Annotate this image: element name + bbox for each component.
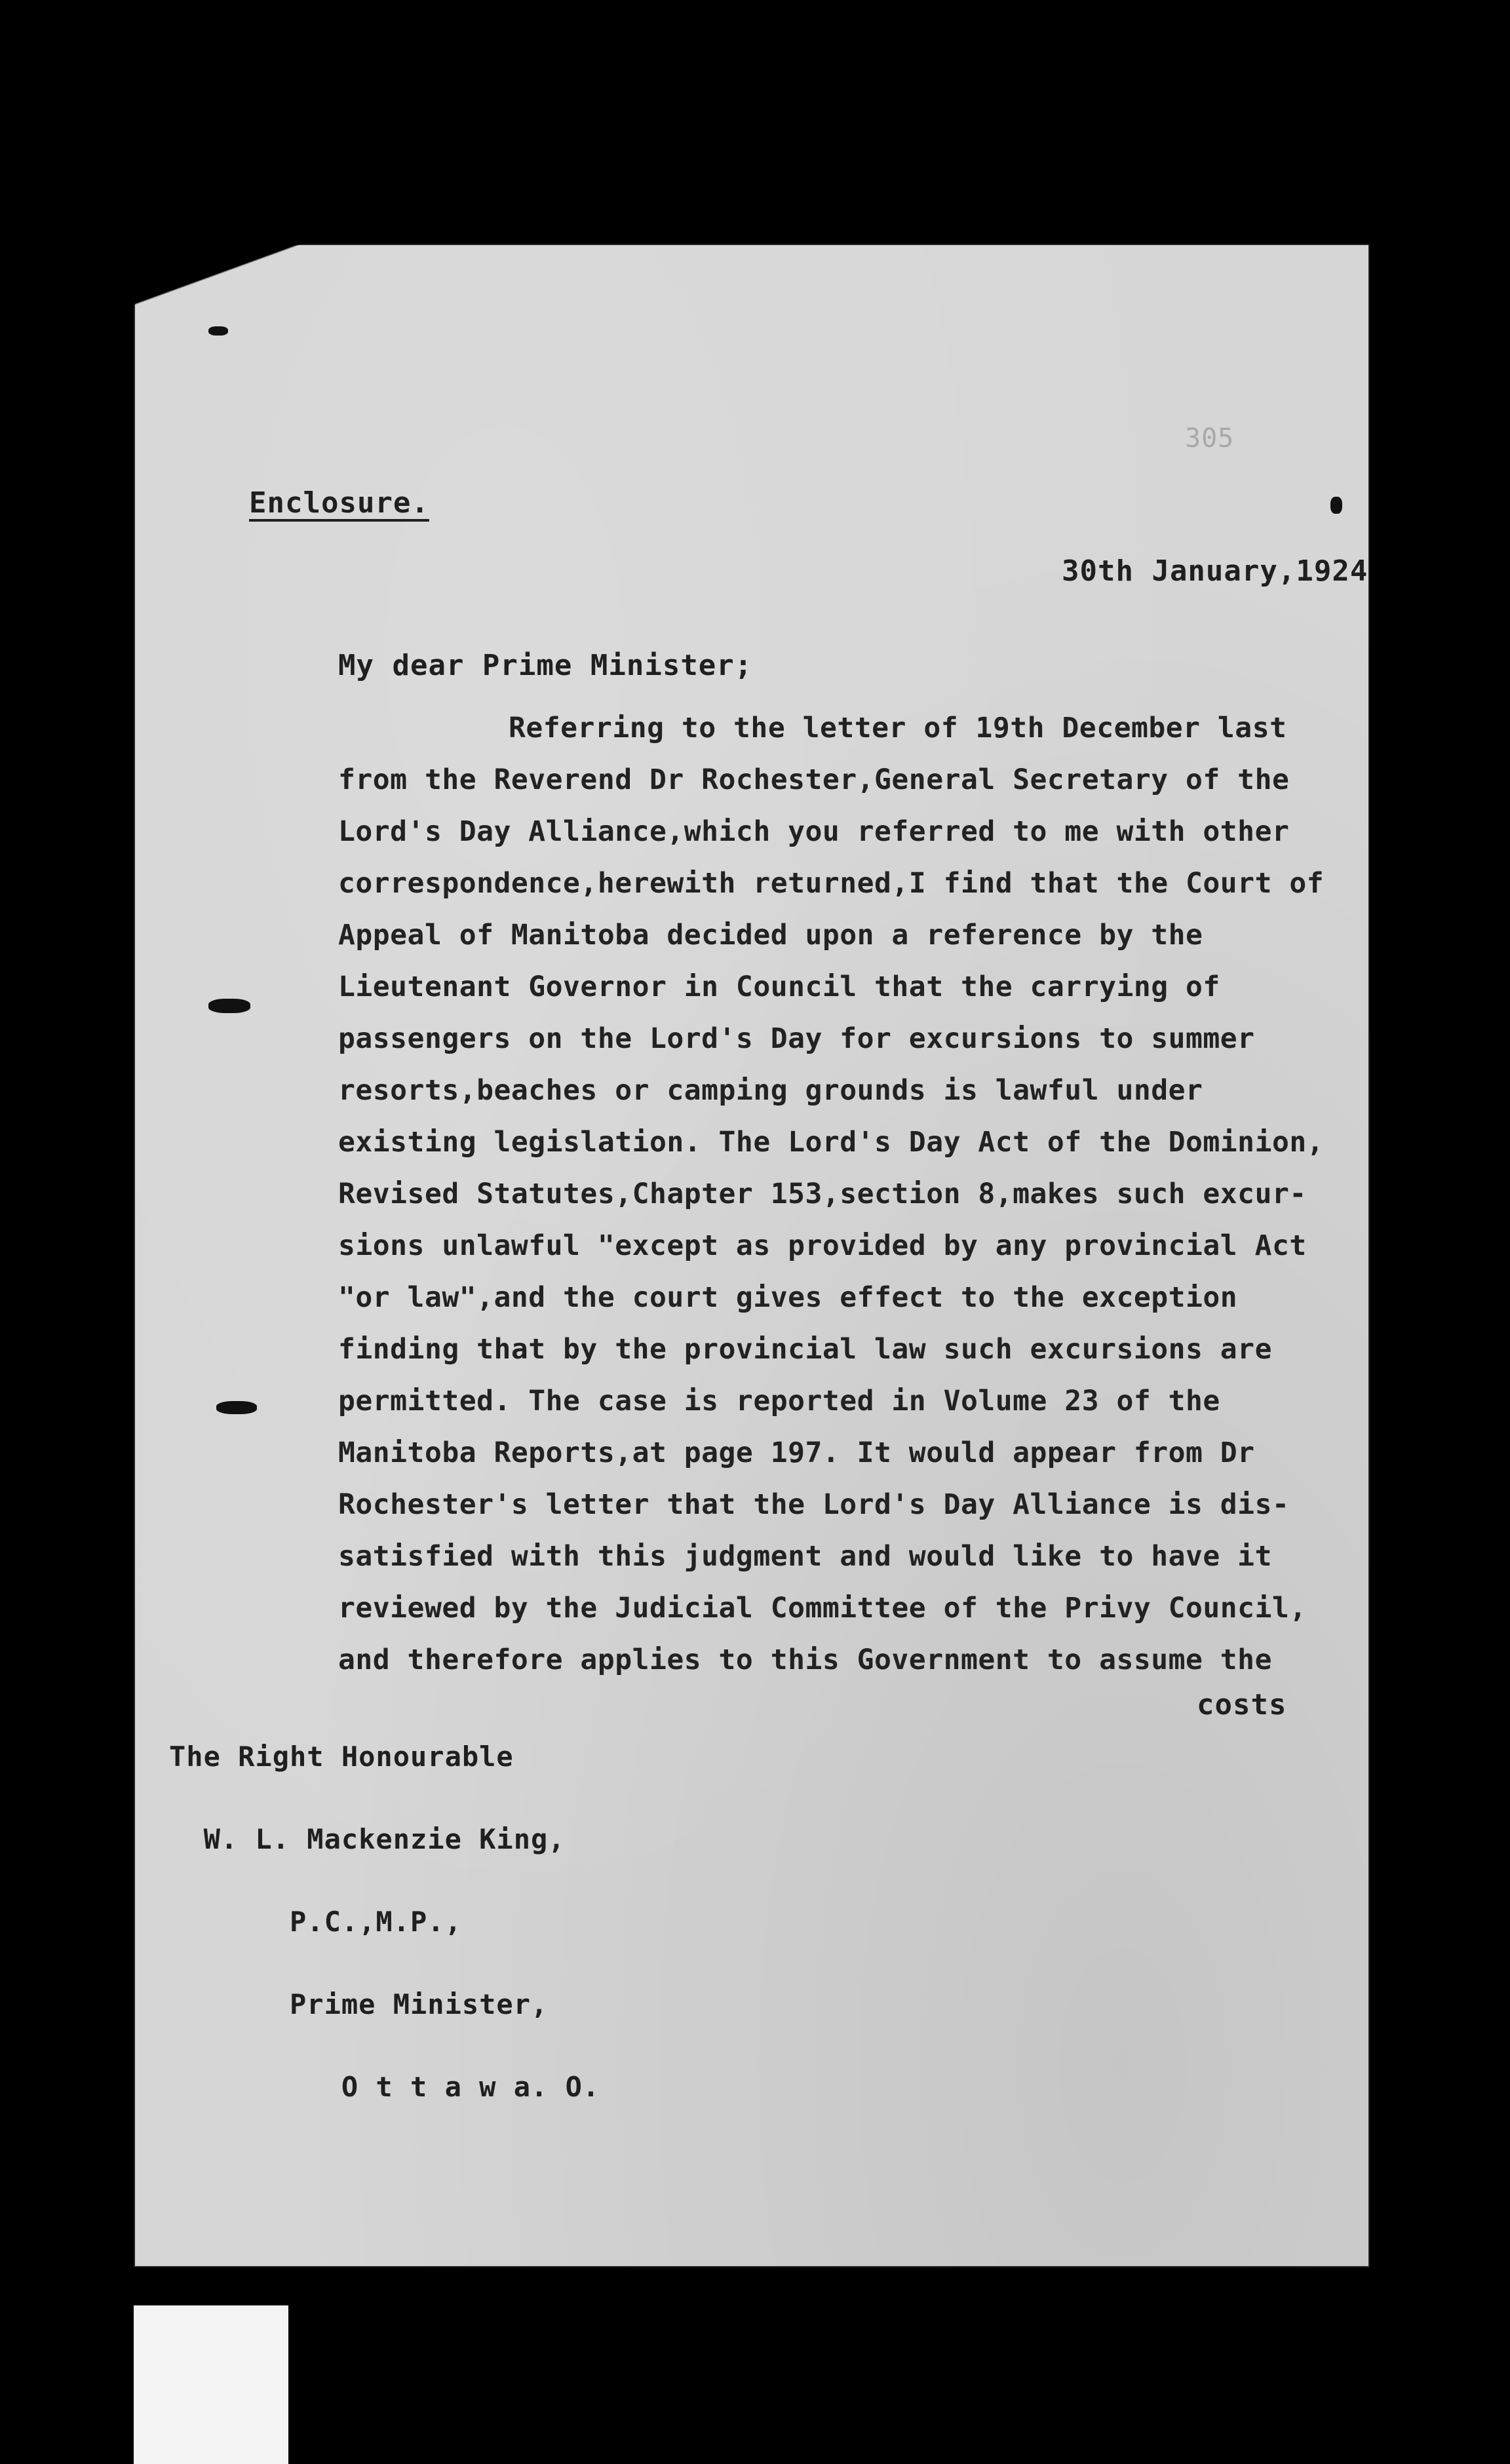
- addressee-line: Prime Minister,: [169, 1988, 549, 2020]
- body-line: and therefore applies to this Government to assume the: [338, 1644, 1272, 1676]
- archive-stamp-number: 305: [1185, 423, 1235, 453]
- letter-date: 30th January,1924: [1062, 554, 1368, 588]
- margin-mark: [1330, 497, 1342, 514]
- body-line: Revised Statutes,Chapter 153,section 8,makes such excur-: [338, 1178, 1307, 1210]
- body-line: Manitoba Reports,at page 197. It would appear from Dr: [338, 1436, 1255, 1469]
- body-line: resorts,beaches or camping grounds is lawful under: [338, 1074, 1203, 1107]
- body-line: Lieutenant Governor in Council that the carrying of: [338, 971, 1220, 1003]
- enclosure-label: Enclosure.: [249, 486, 429, 520]
- body-line: existing legislation. The Lord's Day Act of the Dominion,: [338, 1126, 1325, 1159]
- body-line: "or law",and the court gives effect to the exception: [338, 1281, 1238, 1314]
- salutation: My dear Prime Minister;: [338, 649, 753, 682]
- body-line: passengers on the Lord's Day for excursions to summer: [338, 1022, 1255, 1055]
- margin-mark: [216, 1401, 257, 1414]
- body-line: finding that by the provincial law such excursions are: [338, 1333, 1272, 1366]
- body-line: Referring to the letter of 19th December last: [509, 712, 1287, 744]
- addressee-line: W. L. Mackenzie King,: [169, 1823, 566, 1855]
- addressee-line: The Right Honourable: [169, 1741, 514, 1773]
- body-line: permitted. The case is reported in Volume 23 of the: [338, 1385, 1220, 1417]
- catchword: costs: [1197, 1688, 1287, 1722]
- white-calibration-tab: [134, 2305, 288, 2464]
- body-line: Rochester's letter that the Lord's Day Alliance is dis-: [338, 1488, 1290, 1521]
- body-line: Appeal of Manitoba decided upon a reference by the: [338, 919, 1203, 952]
- margin-mark: [208, 326, 228, 336]
- body-line: satisfied with this judgment and would like to have it: [338, 1540, 1272, 1573]
- addressee-line: P.C.,M.P.,: [169, 1906, 462, 1938]
- margin-mark: [208, 999, 250, 1013]
- body-line: correspondence,herewith returned,I find that the Court of: [338, 867, 1325, 900]
- letter-body: [338, 703, 1334, 1686]
- body-line: Lord's Day Alliance,which you referred to me with other: [338, 815, 1290, 848]
- body-line: from the Reverend Dr Rochester,General Secretary of the: [338, 763, 1290, 796]
- body-line: sions unlawful "except as provided by any provincial Act: [338, 1229, 1307, 1262]
- body-line: reviewed by the Judicial Committee of the Privy Council,: [338, 1592, 1307, 1625]
- addressee-line: O t t a w a. O.: [169, 2071, 600, 2103]
- addressee-block: [169, 1688, 600, 2128]
